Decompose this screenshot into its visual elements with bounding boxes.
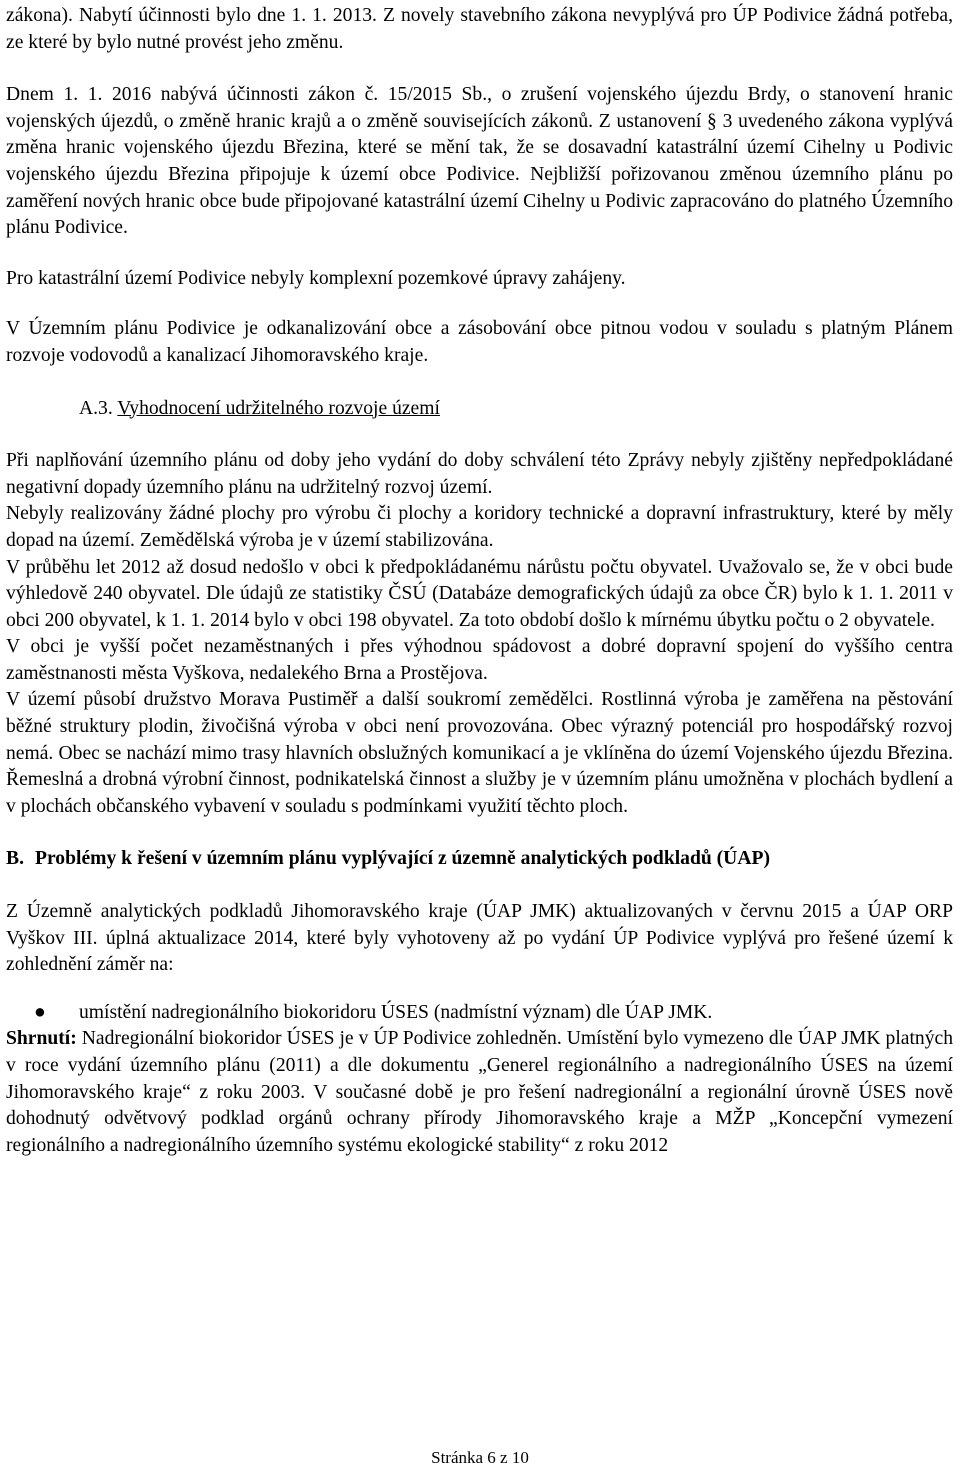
- paragraph-pozemkove-upravy: Pro katastrální území Podivice nebyly komplexní pozemkové úpravy zahájeny.: [6, 267, 626, 289]
- list-item-text: umístění nadregionálního biokoridoru ÚSES (nadmístní význam) dle ÚAP JMK.: [79, 1001, 713, 1023]
- list-item: [6, 1000, 953, 1027]
- paragraph-a3-negativni-dopady: Při naplňování územního plánu od doby jeho vydání do doby schválení této Zprávy nebyly zjištěny nepředpokládané negativní dopady územního plánu na udržitelný rozvoj území.: [6, 450, 953, 498]
- section-heading-b: [6, 846, 953, 873]
- section-body-a3: [6, 448, 953, 820]
- paragraph-b-shrnuti: [6, 1026, 953, 1159]
- section-number-b: B.: [6, 848, 24, 870]
- summary-text: Nadregionální biokoridor ÚSES je v ÚP Podivice zohledněn. Umístění bylo vymezeno dle ÚAP JMK platných v roce vydání územního plánu (2011) a dle dokumentu „Generel regionálního a nadregionálního ÚSES na území Jihomoravského kraje“ z roku 2003. V současné době je pro řešení nadregionální a regionální úrovně ÚSES nově dohodnutý odvětvový podklad orgánů ochrany přírody Jihomoravského kraje a MŽP „Koncepční vymezení regionálního a nadregionálního územního systému ekologické stability“ z roku 2012: [6, 1028, 953, 1156]
- bullet-list-zamery: [6, 1000, 953, 1027]
- paragraph-b-uap-intro: Z Územně analytických podkladů Jihomoravského kraje (ÚAP JMK) aktualizovaných v červnu 2015 a ÚAP ORP Vyškov III. úplná aktualizace 2014, které byly vyhotoveny až po vydání ÚP Podivice vyplývá pro řešené území k zohlednění záměr na:: [6, 901, 953, 976]
- paragraph-zakon-vojenske-ujezdy: Dnem 1. 1. 2016 nabývá účinnosti zákon č. 15/2015 Sb., o zrušení vojenského újezdu Brdy, o stanovení hranic vojenských újezdů, o změně hranic krajů a o změně souvisejících zákonů. Z ustanovení § 3 uvedeného zákona vyplývá změna hranic vojenského újezdu Březina, které se mění tak, že se dosavadní katastrální území Cihelny u Podivic vojenského újezdu Březina připojuje k území obce Podivice. Nejbližší pořizovanou změnou územního plánu po zaměření nových hranic obce bude připojované katastrální území Cihelny u Podivic zapracováno do platného Územního plánu Podivice.: [6, 84, 953, 239]
- paragraph-novela-stavebniho-zakona: zákona). Nabytí účinnosti bylo dne 1. 1. 2013. Z novely stavebního zákona nevyplývá pro ÚP Podivice žádná potřeba, ze které by bylo nutné provést jeho změnu.: [6, 5, 953, 53]
- section-heading-a3: [6, 396, 953, 423]
- summary-label: Shrnutí:: [6, 1028, 77, 1050]
- paragraph-a3-pocet-obyvatel: V průběhu let 2012 až dosud nedošlo v obci k předpokládanému nárůstu počtu obyvatel. Uvažovalo se, že v obci bude výhledově 240 obyvatel. Dle údajů ze statistiky ČSÚ (Databáze demografických údajů za obce ČR) bylo k 1. 1. 2011 v obci 200 obyvatel, k 1. 1. 2014 bylo v obci 198 obyvatel. Za toto období došlo k mírnému úbytku počtu o 2 obyvatele.: [6, 556, 953, 631]
- section-number-a3: A.3.: [79, 397, 113, 419]
- paragraph-a3-zemedelstvi: V území působí družstvo Morava Pustiměř a další soukromí zemědělci. Rostlinná výroba je zaměřena na pěstování běžné struktury plodin, živočišná výroba v obci není provozována. Obec výrazný potenciál pro hospodářský rozvoj nemá. Obec se nachází mimo trasy hlavních obslužných komunikací a je vklíněna do území Vojenského újezdu Březina. Řemeslná a drobná výrobní činnost, podnikatelská činnost a služby je v územním plánu umožněna v plochách bydlení a v plochách občanského vybavení v souladu s podmínkami využití těchto ploch.: [6, 689, 953, 817]
- page-footer: Stránka 6 z 10: [431, 1448, 529, 1467]
- paragraph-vodovody-kanalizace: V Územním plánu Podivice je odkanalizování obce a zásobování obce pitnou vodou v souladu s platným Plánem rozvoje vodovodů a kanalizací Jihomoravského kraje.: [6, 318, 953, 366]
- paragraph-a3-plochy-vyroby: Nebyly realizovány žádné plochy pro výrobu či plochy a koridory technické a dopravní infrastruktury, které by měly dopad na území. Zemědělská výroba je v území stabilizována.: [6, 503, 953, 551]
- bullet-dot-icon: ●: [34, 1001, 46, 1023]
- paragraph-a3-nezamestnanost: V obci je vyšší počet nezaměstnaných i přes výhodnou spádovost a dobré dopravní spojení do vyššího centra zaměstnanosti města Vyškova, nedalekého Brna a Prostějova.: [6, 636, 953, 684]
- section-title-b: Problémy k řešení v územním plánu vyplývající z územně analytických podkladů (ÚAP): [35, 848, 770, 870]
- section-title-a3: Vyhodnocení udržitelného rozvoje území: [117, 397, 440, 419]
